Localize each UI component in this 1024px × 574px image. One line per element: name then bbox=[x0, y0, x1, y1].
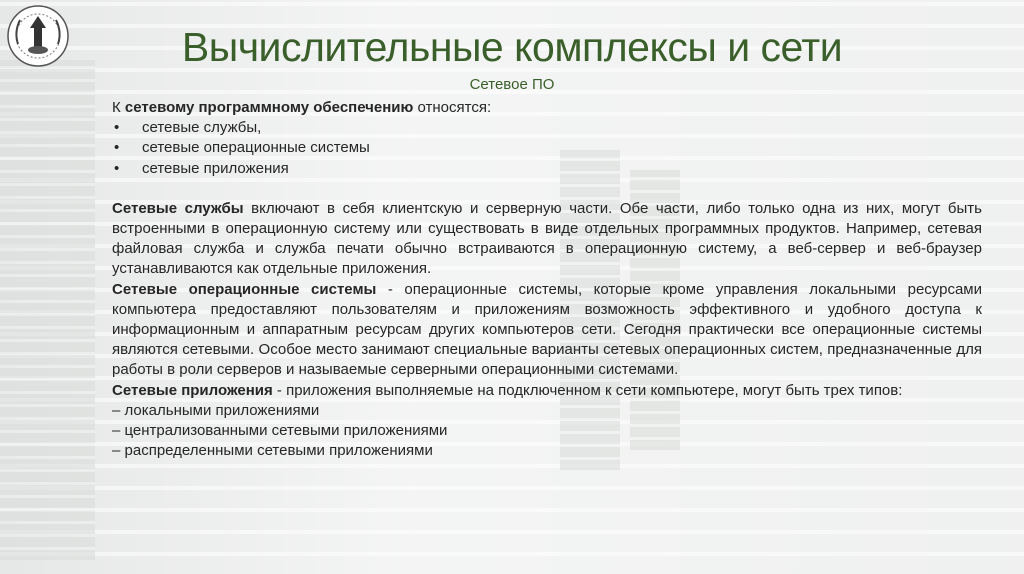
bullet-item bbox=[112, 118, 982, 138]
bullet-text: сетевые службы, bbox=[142, 119, 262, 137]
paragraph-text: - приложения выполняемые на подключенном к сети компьютере, могут быть трех типов: bbox=[272, 381, 903, 399]
paragraph-apps bbox=[112, 381, 982, 401]
paragraph-heading: Сетевые приложения bbox=[112, 381, 273, 399]
bullet-item bbox=[112, 138, 982, 158]
paragraph-text: - операционные системы, которые кроме управления локальными ресурсами компьютера предоставляют пользователям и приложениям возможность эффективного и удобного доступа к информационным и аппаратным ресурсам других компьютеров сети. Сегодня практически все операционные системы являются сетевыми. Особое место занимают специальные варианты сетевых операционных систем, предназначенные для работы в роли серверов и называемые серверными операционными системами. bbox=[112, 280, 982, 379]
bullet-icon: • bbox=[114, 139, 120, 157]
type-item: – централизованными сетевыми приложениями bbox=[112, 422, 448, 440]
type-item: – локальными приложениями bbox=[112, 401, 320, 419]
paragraph-text: включают в себя клиентскую и серверную части. Обе части, либо только одна из них, могут быть встроенными в операционную систему или существовать в виде отдельных программных продуктов. Например, сетевая файловая служба и служба печати обычно встраиваются в операционную систему, а веб-сервер и веб-браузер устанавливаются как отдельные приложения. bbox=[112, 199, 982, 278]
paragraph-heading: Сетевые операционные системы bbox=[112, 280, 377, 298]
bullet-item bbox=[112, 159, 982, 179]
intro-line bbox=[112, 98, 982, 118]
slide-title: Вычислительные комплексы и сети bbox=[181, 24, 843, 70]
intro-text: К bbox=[112, 99, 125, 116]
intro-bold: сетевому программному обеспечению bbox=[124, 99, 414, 116]
intro-text-end: относятся: bbox=[413, 99, 492, 116]
bullet-icon: • bbox=[114, 119, 120, 137]
slide-subtitle: Сетевое ПО bbox=[469, 76, 555, 93]
bullet-icon: • bbox=[114, 159, 120, 177]
paragraph-services bbox=[112, 199, 982, 280]
bullet-text: сетевые операционные системы bbox=[142, 139, 370, 157]
type-item: – распределенными сетевыми приложениями bbox=[112, 442, 433, 460]
paragraph-heading: Сетевые службы bbox=[112, 199, 244, 217]
bullet-text: сетевые приложения bbox=[142, 159, 289, 177]
paragraph-os bbox=[112, 280, 982, 381]
slide-content bbox=[112, 98, 982, 461]
